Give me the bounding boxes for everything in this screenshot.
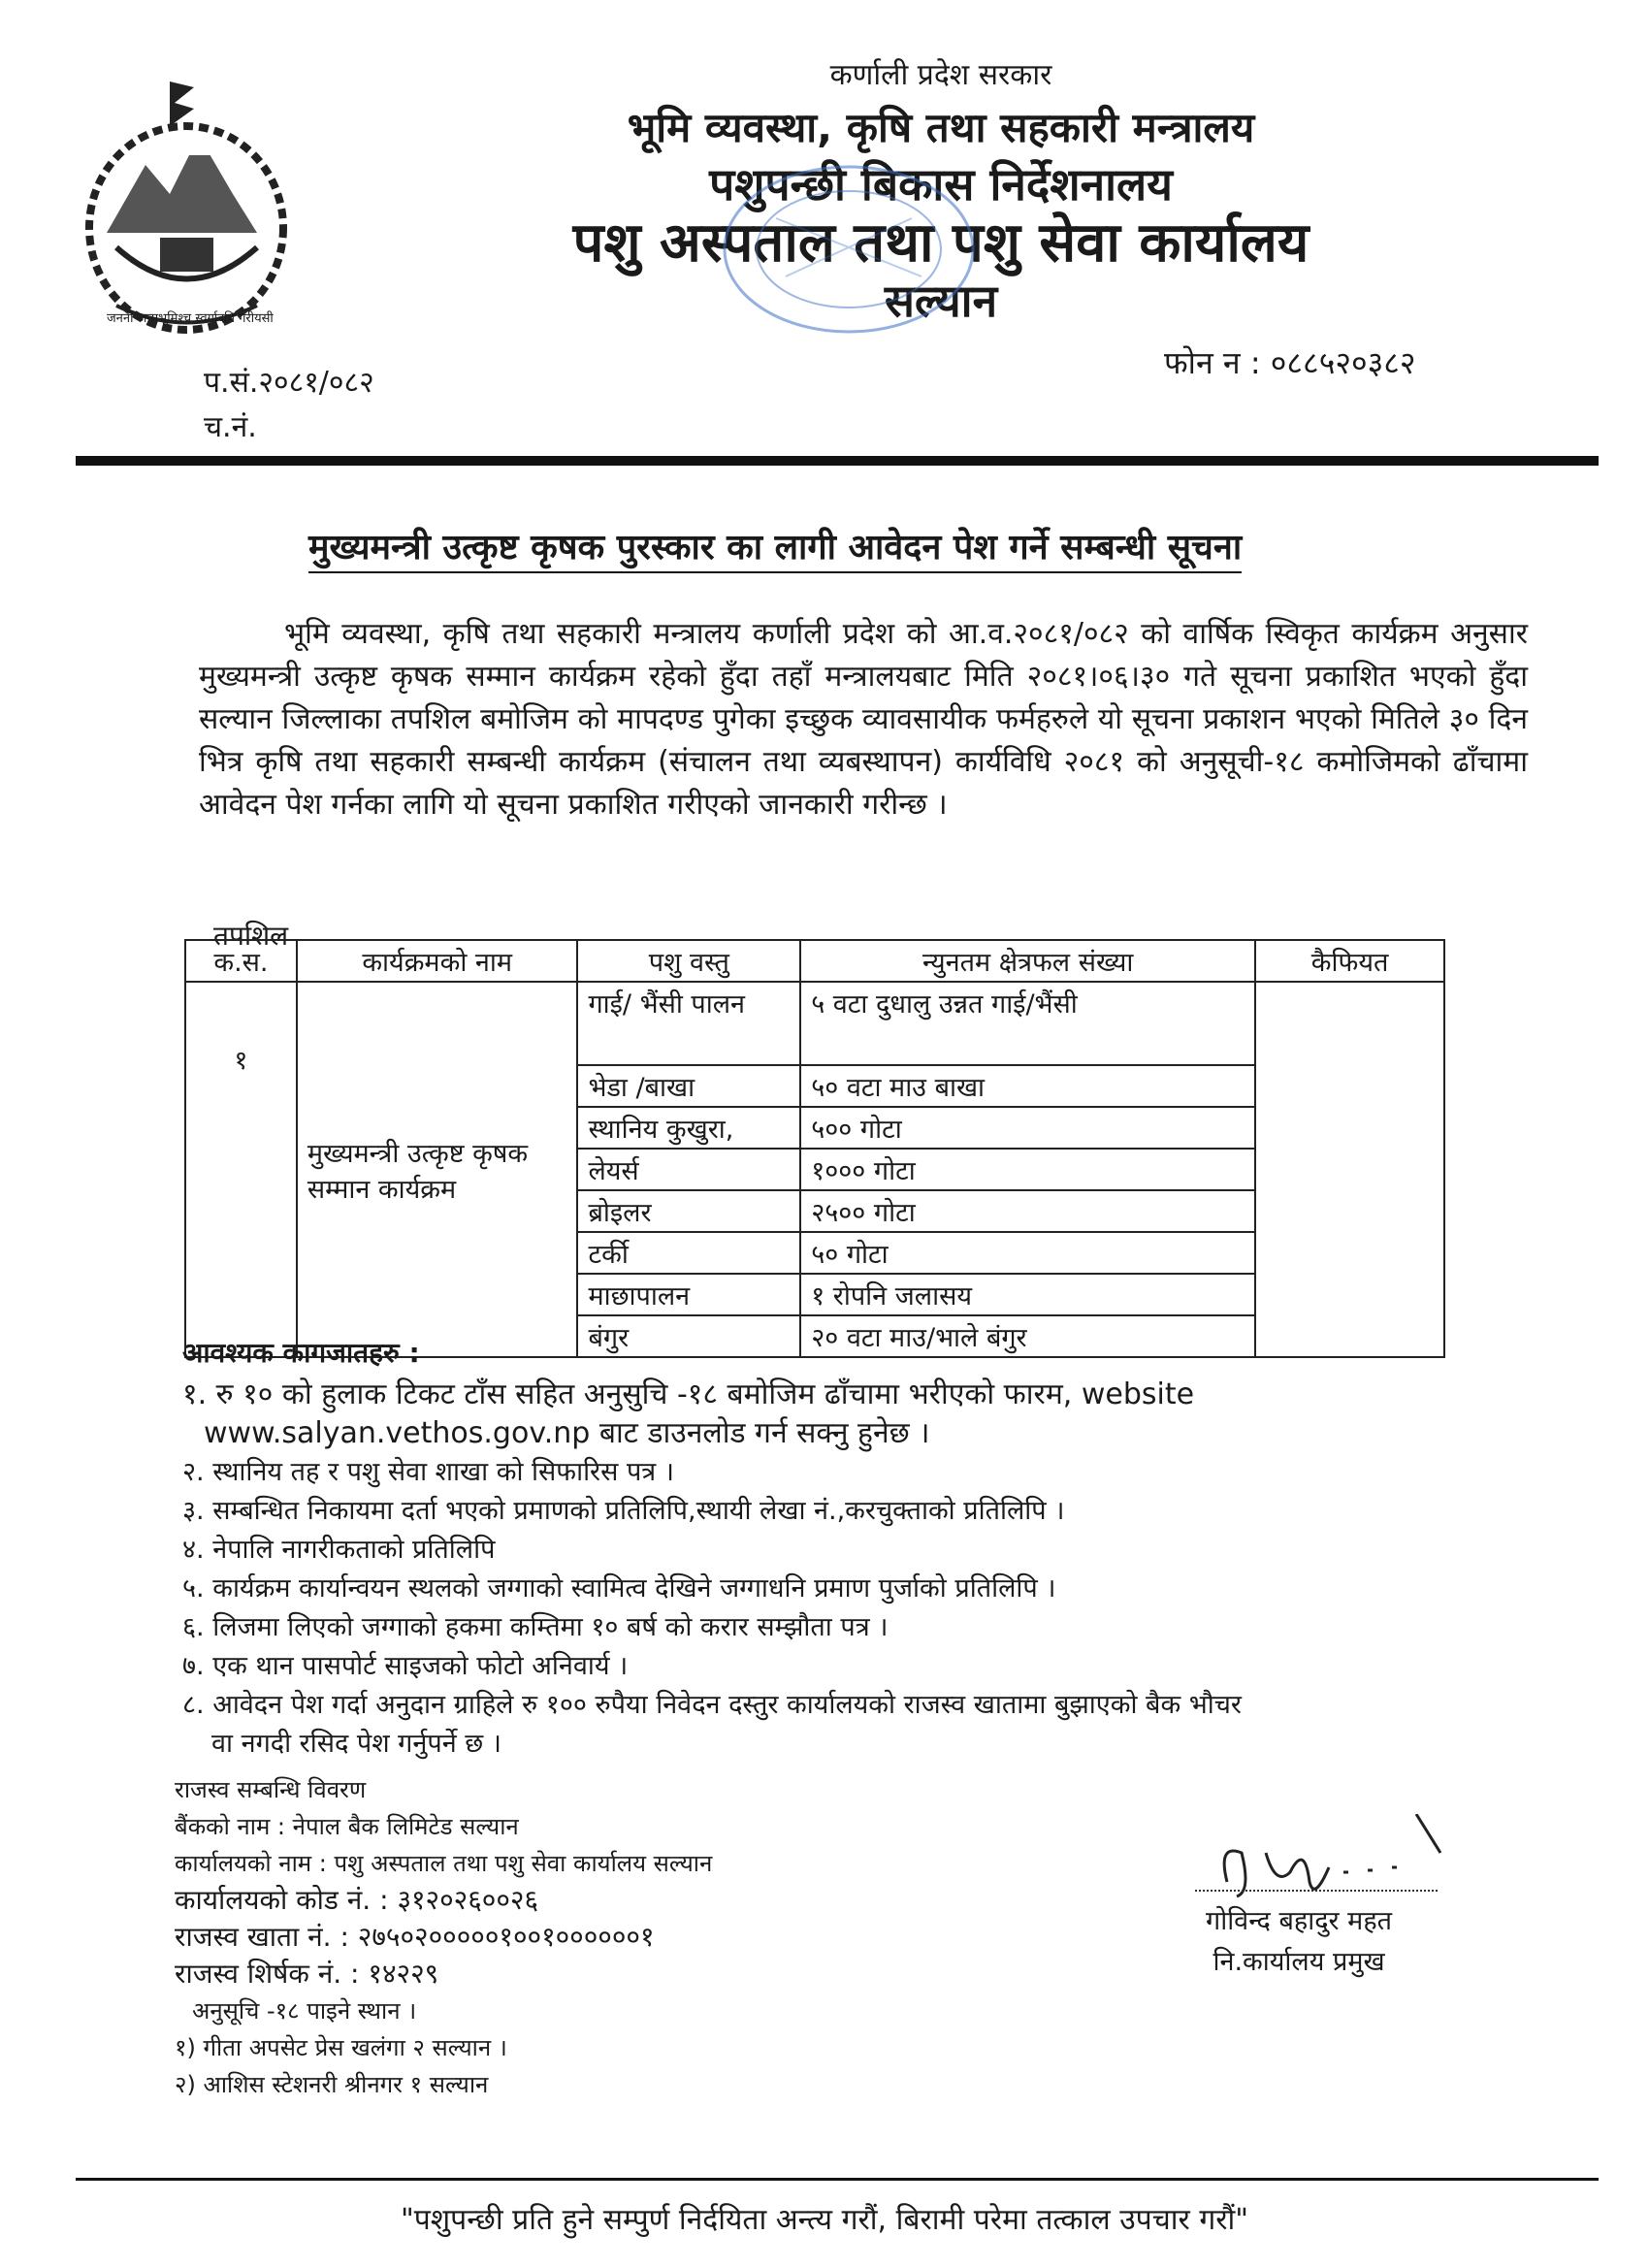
table-header-row bbox=[185, 940, 1444, 982]
emblem-motto: जननी जन्मभूमिश्च स्वर्गादपि गरीयसी bbox=[107, 311, 274, 326]
notice-title: मुख्यमन्त्री उत्कृष्ट कृषक पुरस्कार का लागी आवेदन पेश गर्ने सम्बन्धी सूचना bbox=[308, 522, 1242, 573]
details-label: तपशिल bbox=[213, 920, 289, 952]
list-item: www.salyan.vethos.gov.np बाट डाउनलोड गर्न सक्नु हुनेछ । bbox=[204, 1416, 930, 1450]
animal-cell: ब्रोइलर bbox=[577, 1190, 800, 1232]
signature-icon bbox=[1198, 1814, 1460, 1911]
list-item: ७. एक थान पासपोर्ट साइजको फोटो अनिवार्य । bbox=[182, 1651, 629, 1681]
phone-number: फोन न : ०८८५२०३८२ bbox=[1164, 344, 1416, 381]
signature-line bbox=[1195, 1890, 1438, 1892]
revenue-details bbox=[175, 1771, 712, 2103]
minimum-cell: १००० गोटा bbox=[800, 1149, 1255, 1190]
signatory-designation: नि.कार्यालय प्रमुख bbox=[1212, 1947, 1385, 1977]
minimum-cell: ५०० गोटा bbox=[800, 1107, 1255, 1149]
form-place-1: १) गीता अपसेट प्रेस खलंगा २ सल्यान । bbox=[175, 2034, 507, 2061]
list-item: १. रु १० को हुलाक टिकट टाँस सहित अनुसुचि -१८ बमोजिम ढाँचामा भरीएको फारम, website bbox=[182, 1377, 1195, 1411]
header-province: कर्णाली प्रदेश सरकार bbox=[829, 58, 1052, 92]
animal-cell: माछापालन bbox=[577, 1274, 800, 1315]
col-remarks: कैफियत bbox=[1255, 940, 1444, 982]
serial-cell: १ bbox=[185, 982, 297, 1357]
animal-cell: भेडा /बाखा bbox=[577, 1065, 800, 1107]
list-item: २. स्थानिय तह र पशु सेवा शाखा को सिफारिस पत्र । bbox=[182, 1457, 674, 1487]
form-place-2: २) आशिस स्टेशनरी श्रीनगर १ सल्यान bbox=[175, 2071, 489, 2098]
table-row bbox=[185, 982, 1444, 1065]
minimum-cell: ५० वटा माउ बाखा bbox=[800, 1065, 1255, 1107]
animal-cell: टर्की bbox=[577, 1232, 800, 1274]
office-name: कार्यालयको नाम : पशु अस्पताल तथा पशु सेवा कार्यालय सल्यान bbox=[175, 1850, 713, 1877]
revenue-account: राजस्व खाता नं. : २७५०२०००००१००१००००००१ bbox=[175, 1921, 655, 1953]
footer-slogan: "पशुपन्छी प्रति हुने सम्पुर्ण निर्दयिता अन्त्य गरौं, बिरामी परेमा तत्काल उपचार गरौं" bbox=[400, 2203, 1249, 2237]
header-district: सल्यान bbox=[884, 275, 998, 327]
list-item: ८. आवेदन पेश गर्दा अनुदान ग्राहिले रु १०० रुपैया निवेदन दस्तुर कार्यालयको राजस्व खातामा बुझाएको बैक भौचर bbox=[182, 1690, 1242, 1720]
header-ministry: भूमि व्यवस्था, कृषि तथा सहकारी मन्त्रालय bbox=[627, 104, 1255, 151]
animal-cell: गाई/ भैंसी पालन bbox=[577, 982, 800, 1065]
revenue-title-no: राजस्व शिर्षक नं. : १४२२९ bbox=[175, 1958, 439, 1990]
header-office: पशु अस्पताल तथा पशु सेवा कार्यालय bbox=[572, 211, 1310, 275]
dispatch-number: च.नं. bbox=[204, 410, 257, 444]
animal-cell: स्थानिय कुखुरा, bbox=[577, 1107, 800, 1149]
program-cell: मुख्यमन्त्री उत्कृष्ट कृषक सम्मान कार्यक्रम bbox=[297, 982, 578, 1357]
col-program: कार्यक्रमको नाम bbox=[297, 940, 578, 982]
signatory-name: गोविन्द बहादुर महत bbox=[1206, 1906, 1393, 1936]
office-seal-stamp bbox=[718, 160, 980, 340]
animal-cell: बंगुर bbox=[577, 1315, 800, 1357]
minimum-cell: ५ वटा दुधालु उन्नत गाई/भैंसी bbox=[800, 982, 1255, 1065]
reference-number: प.सं.२०८१/०८२ bbox=[204, 366, 374, 400]
animal-cell: लेयर्स bbox=[577, 1149, 800, 1190]
list-item: ५. कार्यक्रम कार्यान्वयन स्थलको जग्गाको स्वामित्व देखिने जग्गाधनि प्रमाण पुर्जाको प्रतिलिपि । bbox=[182, 1573, 1056, 1604]
documents-heading: आवश्यक कागजातहरु : bbox=[182, 1337, 420, 1369]
remarks-cell bbox=[1255, 982, 1444, 1357]
list-item: ४. नेपालि नागरीकताको प्रतिलिपि bbox=[182, 1535, 496, 1565]
col-serial: क.स. bbox=[185, 940, 297, 982]
minimum-cell: १ रोपनि जलासय bbox=[800, 1274, 1255, 1315]
office-code: कार्यालयको कोड नं. : ३१२०२६००२६ bbox=[175, 1884, 539, 1916]
footer-divider bbox=[76, 2178, 1599, 2181]
col-minimum: न्युनतम क्षेत्रफल संख्या bbox=[800, 940, 1255, 982]
documents-list bbox=[182, 1376, 1540, 1764]
header-divider bbox=[76, 456, 1599, 466]
list-item: ३. सम्बन्धित निकायमा दर्ता भएको प्रमाणको प्रतिलिपि,स्थायी लेखा नं.,करचुक्ताको प्रतिलिपि । bbox=[182, 1496, 1065, 1526]
header-directorate: पशुपन्छी बिकास निर्देशनालय bbox=[709, 158, 1173, 211]
criteria-table bbox=[184, 939, 1445, 1358]
list-item: वा नगदी रसिद पेश गर्नुपर्ने छ । bbox=[211, 1729, 502, 1759]
minimum-cell: ५० गोटा bbox=[800, 1232, 1255, 1274]
revenue-heading: राजस्व सम्बन्धि विवरण bbox=[175, 1776, 367, 1803]
signatory-block bbox=[1206, 1901, 1392, 1983]
list-item: ६. लिजमा लिएको जग्गाको हकमा कम्तिमा १० बर्ष को करार सम्झौता पत्र । bbox=[182, 1612, 889, 1642]
minimum-cell: २५०० गोटा bbox=[800, 1190, 1255, 1232]
bank-name: बैंकको नाम : नेपाल बैक लिमिटेड सल्यान bbox=[175, 1813, 519, 1840]
notice-body bbox=[199, 613, 1528, 826]
form-place-heading: अनुसूचि -१८ पाइने स्थान । bbox=[192, 1997, 417, 2025]
minimum-cell: २० वटा माउ/भाले बंगुर bbox=[800, 1315, 1255, 1357]
notice-body-text: भूमि व्यवस्था, कृषि तथा सहकारी मन्त्रालय कर्णाली प्रदेश को आ.व.२०८१/०८२ को वार्षिक स्विकृत कार्यक्रम अनुसार मुख्यमन्त्री उत्कृष्ट कृषक सम्मान कार्यक्रम रहेको हुँदा तहाँ मन्त्रालयबाट मिति २०८१।०६।३० गते सूचना प्रकाशित भएको हुँदा सल्यान जिल्लाका तपशिल बमोजिम को मापदण्ड पुगेका इच्छुक व्यावसायीक फर्महरुले यो सूचना प्रकाशन भएको मितिले ३० दिन भित्र कृषि तथा सहकारी सम्बन्धी कार्यक्रम (संचालन तथा व्यबस्थापन) कार्यविधि २०८१ को अनुसूची-१८ कमोजिमको ढाँचामा आवेदन पेश गर्नका लागि यो सूचना प्रकाशित गरीएको जानकारी गरीन्छ । bbox=[199, 617, 1528, 822]
col-animal: पशु वस्तु bbox=[577, 940, 800, 982]
